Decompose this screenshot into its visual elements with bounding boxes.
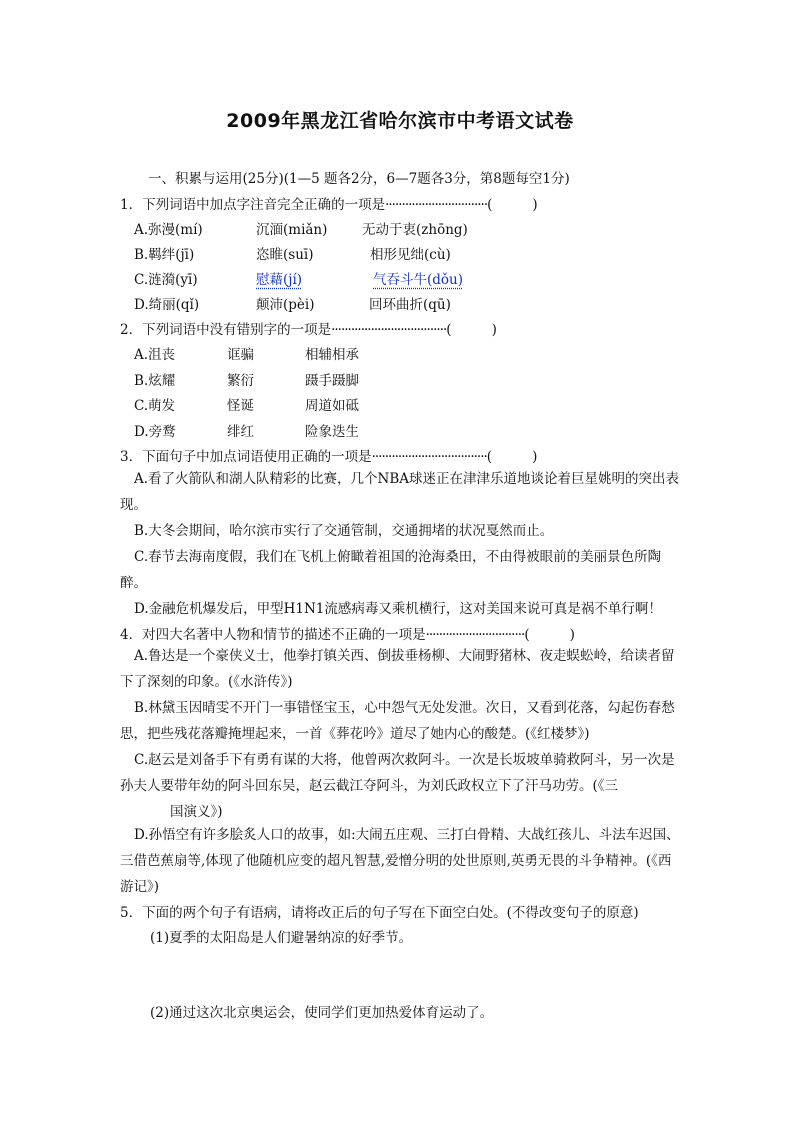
q1-option-a1: A.弥漫(mí) (134, 222, 203, 238)
q2-option-b2: 繁衍 (227, 373, 254, 389)
q1-option-b1: B.羁绊(jī) (134, 247, 195, 263)
q2-option-a1: A.沮丧 (134, 347, 176, 363)
q4-option-c-end: 国演义》) (170, 804, 223, 820)
q1-option-d1: D.绮丽(qǐ) (134, 297, 200, 313)
q2-option-c3: 周道如砥 (305, 398, 359, 414)
question-2-text: 2．下列词语中没有错别字的一项是 (120, 322, 332, 338)
answer-paren-open: ( (524, 627, 530, 643)
question-3-text: 3．下面句子中加点词语使用正确的一项是 (120, 449, 372, 465)
answer-paren-close: ) (532, 449, 538, 465)
q1-option-c1: C.涟漪(yī) (134, 272, 198, 288)
leader-dots: ······························ (425, 627, 525, 643)
question-3-stem (120, 448, 537, 466)
answer-paren-open: ( (446, 322, 452, 338)
question-4-text: 4．对四大名著中人物和情节的描述不正确的一项是 (120, 627, 426, 643)
question-4-stem (120, 626, 575, 644)
leader-dots: ··································· (371, 449, 487, 465)
q2-option-d1: D.旁鹜 (134, 424, 176, 440)
answer-paren-open: ( (486, 449, 493, 465)
q1-option-d2: 颠沛(pèi) (256, 297, 315, 313)
q2-option-a2: 诓骗 (227, 347, 254, 363)
question-5-stem: 5．下面的两个句子有语病，请将改正后的句子写在下面空白处。(不得改变句子的原意) (120, 905, 639, 921)
q1-option-a2: 沉湎(miǎn) (256, 222, 328, 238)
q2-option-a3: 相辅相承 (305, 347, 359, 363)
q1-option-c3: 气吞斗牛(dǒu) (373, 272, 463, 288)
question-2-stem (120, 321, 497, 339)
leader-dots: ······························· (385, 197, 488, 213)
q4-option-c: C.赵云是刘备手下有勇有谋的大将，他曾两次救阿斗。一次是长坂坡单骑救阿斗，另一次是孙夫人要带年幼的阿斗回东吴，赵云截江夺阿斗，为刘氏政权立下了汗马功劳。(《三 (120, 752, 675, 794)
q1-option-b3: 相形见绌(cù) (370, 247, 451, 263)
q2-option-b1: B.炫耀 (134, 373, 176, 389)
q5-sentence-1: (1)夏季的太阳岛是人们避暑纳凉的好季节。 (150, 930, 413, 946)
q2-option-c1: C.萌发 (134, 398, 176, 414)
q2-option-d2: 绯红 (227, 424, 254, 440)
answer-paren-close: ) (491, 322, 497, 338)
q1-option-a3: 无动于衷(zhōng) (362, 222, 468, 238)
section-heading: 一、积累与运用(25分)(1—5 题各2分，6—7题各3分，第8题每空1分) (148, 171, 570, 187)
q2-option-b3: 蹑手蹑脚 (305, 373, 359, 389)
answer-paren-open: ( (487, 197, 493, 213)
q3-option-c: C.春节去海南度假，我们在飞机上俯瞰着祖国的沧海桑田，不由得被眼前的美丽景色所陶醉。 (120, 549, 662, 591)
q1-option-d3: 回环曲折(qū) (369, 297, 451, 313)
question-1-text: 1．下列词语中加点字注音完全正确的一项是 (120, 197, 386, 213)
q1-option-b2: 恣睢(suī) (256, 247, 314, 263)
q3-option-a: A.看了火箭队和湖人队精彩的比赛，几个NBA球迷正在津津乐道地谈论着巨星姚明的突出表现。 (120, 471, 680, 513)
q1-option-c2: 慰藉(jí) (256, 272, 303, 288)
q2-option-c2: 怪诞 (227, 398, 254, 414)
exam-title: 2009年黑龙江省哈尔滨市中考语文试卷 (226, 110, 574, 132)
q5-sentence-2: (2)通过这次北京奥运会，使同学们更加热爱体育运动了。 (150, 1005, 494, 1021)
q4-option-b: B.林黛玉因晴雯不开门一事错怪宝玉，心中怨气无处发泄。次日，又看到花落，勾起伤春愁思，把些残花落瓣掩埋起来，一首《葬花吟》道尽了她内心的酸楚。(《红楼梦》) (120, 700, 675, 742)
q4-option-d: D.孙悟空有许多脍炙人口的故事，如:大闹五庄观、三打白骨精、大战红孩儿、斗法车迟国、三借芭蕉扇等,体现了他随机应变的超凡智慧,爱憎分明的处世原则,英勇无畏的斗争精神。(《西游记》) (120, 827, 680, 895)
q3-option-b: B.大冬会期间，哈尔滨市实行了交通管制，交通拥堵的状况戛然而止。 (134, 523, 554, 539)
answer-paren-close: ) (569, 627, 575, 643)
question-1-stem (120, 196, 538, 214)
q3-option-d: D.金融危机爆发后，甲型H1N1流感病毒又乘机横行，这对美国来说可真是祸不单行啊！ (134, 601, 662, 617)
q2-option-d3: 险象迭生 (305, 424, 359, 440)
answer-paren-close: ) (532, 197, 538, 213)
q4-option-a: A.鲁达是一个豪侠义士，他拳打镇关西、倒拔垂杨柳、大闹野猪林、夜走蜈蚣岭，给读者留下了深刻的印象。(《水浒传》) (120, 648, 675, 690)
leader-dots: ··································· (331, 322, 447, 338)
